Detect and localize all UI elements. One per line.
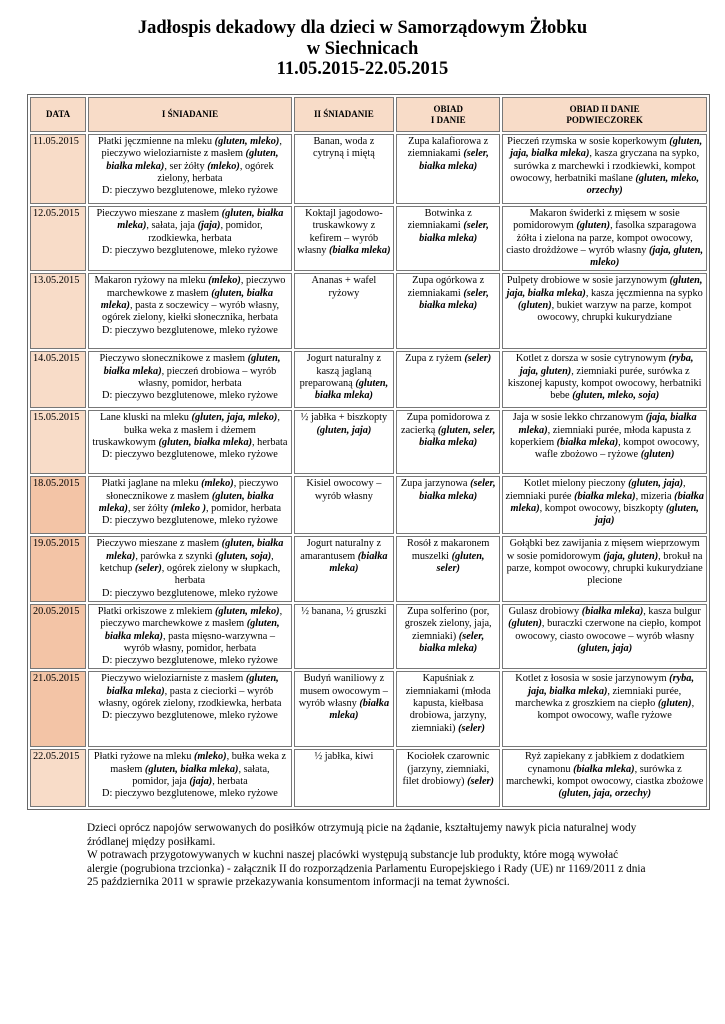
allergen-text: (gluten, białka mleka) <box>158 437 253 449</box>
menu-text: D: pieczywo bezglutenowe, mleko ryżowe <box>102 185 278 197</box>
menu-text: Płatki orkiszowe z mlekiem <box>97 605 215 617</box>
allergen-text: (gluten, białka mleka) <box>144 763 239 775</box>
table-row <box>30 273 707 349</box>
menu-text: , bukiet warzyw na parze, kompot owocowy, chrupki kukurydziane <box>537 300 692 324</box>
allergen-text: (jaja) <box>189 776 213 788</box>
header-dinner-1 <box>396 97 500 132</box>
allergen-text: (jaja, gluten, mleko) <box>590 244 704 269</box>
date-cell: 22.05.2015 <box>30 749 86 807</box>
menu-text: ½ banana, ½ gruszki <box>301 605 387 617</box>
allergen-text: (gluten, jaja, białka mleka) <box>510 136 703 160</box>
allergen-text: (białka mleka) <box>573 763 635 775</box>
title-line-1: Jadłospis dekadowy dla dzieci w Samorządowym Żłobku <box>137 18 588 38</box>
allergen-text: (gluten) <box>657 698 692 710</box>
menu-text: Ryż zapiekany z jabłkiem z dodatkiem cynamonu <box>524 751 685 775</box>
allergen-text: (gluten) <box>517 300 552 312</box>
menu-text: Płatki ryżowe na mleku <box>93 751 194 763</box>
menu-text: Banan, woda z cytryną i miętą <box>313 136 375 160</box>
menu-text: D: pieczywo bezglutenowe, mleko ryżowe <box>102 449 278 461</box>
breakfast-1-cell <box>88 476 292 534</box>
dinner-1-cell <box>396 604 500 669</box>
menu-body <box>30 134 707 807</box>
breakfast-1-cell <box>88 351 292 408</box>
allergen-text: (jaja, białka mleka) <box>518 412 697 436</box>
allergen-text: (seler) <box>467 776 494 788</box>
allergen-text: (białka mleka) <box>556 437 619 449</box>
allergen-text: (białka mleka) <box>574 490 636 502</box>
menu-text: Pieczeń rzymska w sosie koperkowym <box>507 136 670 147</box>
menu-text: , kompot owocowy, wafle zbożowo – ryżowe <box>534 437 700 461</box>
allergen-text: (seler) <box>458 722 485 734</box>
menu-text: , ziemniaki purée, marchewka z groszkiem na ciepło <box>515 685 682 710</box>
allergen-text: (gluten, białka mleka) <box>104 618 280 642</box>
allergen-text: (gluten, jaja) <box>577 642 633 654</box>
menu-text: Makaron ryżowy na mleku <box>94 275 209 287</box>
date-cell: 14.05.2015 <box>30 351 86 408</box>
allergen-text: (ryba, jaja, białka mleka) <box>528 673 695 697</box>
menu-text: , ogórek zielony w słupkach, herbata <box>161 563 281 587</box>
breakfast-2-cell <box>294 134 394 204</box>
allergen-text: (gluten, seler) <box>436 550 485 575</box>
table-row <box>30 351 707 408</box>
date-cell: 18.05.2015 <box>30 476 86 534</box>
menu-text: Kociołek czarownic (jarzyny, ziemniaki, filet drobiowy) <box>402 751 490 788</box>
header-breakfast-1: I ŚNIADANIE <box>88 97 292 132</box>
allergen-text: (gluten, jaja, mleko) <box>191 412 278 424</box>
menu-text: Zupa jarzynowa <box>400 478 471 490</box>
breakfast-2-cell <box>294 410 394 474</box>
menu-text: Zupa kalafiorowa z ziemniakami <box>407 136 489 160</box>
menu-text: , kasza gryczana na sypko, surówka z marchewki i rzodkiewki, kompot owocowy, herbatniki maślane <box>510 148 700 184</box>
menu-text: , ogórek zielony, herbata <box>157 160 274 184</box>
table-row <box>30 604 707 669</box>
menu-text: , pieczywo marchewkowe z masłem <box>106 275 286 299</box>
allergen-text: (białka mleka) <box>329 550 388 575</box>
allergen-text: (gluten, białka mleka) <box>106 148 279 172</box>
menu-text: , pasta z cieciorki – wyrób własny, ogórek zielony, rzodkiewka, herbata <box>98 685 282 710</box>
menu-text: , brokuł na parze, kompot owocowy, chrupki kukurydziane plecione <box>506 550 703 587</box>
menu-text: Pieczywo słonecznikowe z masłem <box>99 353 248 365</box>
table-row <box>30 206 707 271</box>
allergen-text: (gluten, białka mleka) <box>106 673 279 697</box>
allergen-text: (gluten, jaja, orzechy) <box>558 788 651 800</box>
menu-text: D: pieczywo bezglutenowe, mleko ryżowe <box>102 587 278 599</box>
dinner-2-cell <box>502 273 707 349</box>
allergen-text: (gluten, jaja) <box>594 503 699 527</box>
menu-text: , pomidor, rzodkiewka, herbata <box>148 220 263 244</box>
date-cell: 19.05.2015 <box>30 536 86 601</box>
menu-text: Płatki jęczmienne na mleku <box>98 136 215 147</box>
title-line-3: 11.05.2015-22.05.2015 <box>276 59 449 79</box>
allergen-text: (seler, białka mleka) <box>419 478 496 502</box>
allergen-text: (ryba, jaja, gluten) <box>519 353 694 377</box>
date-cell: 21.05.2015 <box>30 671 86 747</box>
menu-text: Kotlet z dorsza w sosie cytrynowym <box>515 353 669 365</box>
menu-text: Pieczywo wieloziarniste z masłem <box>101 673 246 685</box>
breakfast-2-cell <box>294 536 394 601</box>
allergen-text: (gluten, białka mleka) <box>98 490 274 515</box>
header-row <box>30 97 707 132</box>
allergen-text: (gluten, jaja, białka mleka) <box>506 275 703 299</box>
allergen-text: (gluten, jaja) <box>628 478 684 490</box>
menu-text: Pulpety drobiowe w sosie jarzynowym <box>506 275 670 287</box>
allergen-text: (gluten, soja) <box>215 550 272 562</box>
footer-paragraph-2: W potrawach przygotowywanych w kuchni naszej placówki występują substancje lub produkty, które mogą wywołać alergie (pogrubiona trzcionka) - załącznik II do rozporządzenia Parlamentu Europejskiego i Rady (UE) nr 1169/2011 z dnia 25 października 2011 w sprawie przekazywania konsumentom informacji na temat żywności. <box>87 849 646 889</box>
menu-text: Jogurt naturalny z kaszą jaglaną preparowaną <box>299 353 382 390</box>
breakfast-1-cell <box>88 536 292 601</box>
menu-text: , sałata, jaja <box>146 220 198 232</box>
allergen-text: (gluten, mleko, orzechy) <box>586 172 700 197</box>
page-title <box>0 18 725 80</box>
dinner-1-cell <box>396 273 500 349</box>
date-cell: 20.05.2015 <box>30 604 86 669</box>
dinner-2-cell <box>502 351 707 408</box>
dinner-2-cell <box>502 536 707 601</box>
dinner-2-cell <box>502 206 707 271</box>
dinner-1-cell <box>396 410 500 474</box>
breakfast-2-cell <box>294 351 394 408</box>
menu-text: Makaron świderki z mięsem w sosie pomidorowym <box>513 208 680 232</box>
allergen-text: (gluten, białka mleka) <box>117 208 284 232</box>
table-row <box>30 410 707 474</box>
menu-text: , parówka z szynki <box>135 550 216 562</box>
allergen-text: (gluten) <box>640 449 675 461</box>
menu-text: , herbata <box>212 776 248 788</box>
breakfast-2-cell <box>294 671 394 747</box>
menu-text: Budyń waniliowy z musem owocowym – wyrób własny <box>298 673 388 710</box>
table-row <box>30 671 707 747</box>
allergen-text: (białka mleka) <box>581 605 644 617</box>
header-dinner-2-line-a: OBIAD II DANIE <box>569 103 640 114</box>
menu-text: , pieczywo wieloziarniste z masłem <box>101 136 282 160</box>
menu-text: , ziemniaki purée, młoda kapusta z koperkiem <box>510 424 691 449</box>
title-line-2: w Siechnicach <box>306 38 419 59</box>
menu-text: Płatki jaglane na mleku <box>101 478 202 490</box>
menu-text: Kotlet z łososia w sosie jarzynowym <box>515 673 670 685</box>
menu-text: , mizeria <box>635 490 675 502</box>
menu-text: D: pieczywo bezglutenowe, mleko ryżowe <box>102 710 278 722</box>
menu-text: Gulasz drobiowy <box>508 605 582 617</box>
header-dinner-2-line-b: PODWIECZOREK <box>566 114 643 125</box>
menu-text: , fasolka szparagowa żółta i zielona na parze, kompot owocowy, ciasto drożdżowe – wyrób własny <box>506 220 697 256</box>
allergen-text: (gluten) <box>576 220 611 232</box>
menu-text: D: pieczywo bezglutenowe, mleko ryżowe <box>102 788 278 800</box>
menu-text: Jogurt naturalny z amarantusem <box>300 538 382 562</box>
allergen-text: (seler) <box>134 563 162 575</box>
menu-text: , pasta mięsno-warzywna – wyrób własny, pomidor, herbata <box>123 630 276 654</box>
menu-text: , herbata <box>252 437 288 449</box>
breakfast-1-cell <box>88 410 292 474</box>
dinner-1-cell <box>396 536 500 601</box>
header-dinner-1-line-b: I DANIE <box>430 114 466 125</box>
allergen-text: (seler, białka mleka) <box>419 148 489 172</box>
dinner-1-cell <box>396 134 500 204</box>
allergen-text: (gluten, białka mleka) <box>103 353 281 377</box>
allergen-text: (mleko) <box>207 160 240 172</box>
footer-paragraph-1: Dzieci oprócz napojów serwowanych do posiłków otrzymują picie na żądanie, kształtujemy nawyk picia naturalnej wody źródlanej między posiłkami. <box>87 822 637 848</box>
menu-text: , kasza bulgur <box>643 605 701 617</box>
menu-text: D: pieczywo bezglutenowe, mleko ryżowe <box>102 515 278 527</box>
breakfast-2-cell <box>294 476 394 534</box>
menu-text: , ziemniaki purée <box>505 478 686 502</box>
dinner-2-cell <box>502 671 707 747</box>
menu-text: Zupa ogórkowa z ziemniakami <box>407 275 485 299</box>
dinner-2-cell <box>502 749 707 807</box>
menu-text: , bułka weka z masłem i dżemem truskawkowym <box>92 412 280 449</box>
menu-table <box>27 94 710 810</box>
breakfast-1-cell <box>88 134 292 204</box>
menu-text: , sałata, pomidor, jaja <box>132 763 270 788</box>
menu-text: , pomidor, herbata <box>206 503 282 515</box>
breakfast-1-cell <box>88 273 292 349</box>
menu-text: , surówka z marchewki, kompot owocowy, ciastka zbożowe <box>506 763 704 788</box>
menu-text: , pieczywo marchewkowe z masłem <box>100 605 283 630</box>
allergen-text: (białka mleka) <box>329 244 391 256</box>
date-cell: 15.05.2015 <box>30 410 86 474</box>
menu-text: , kasza jęczmienna na sypko <box>585 287 703 299</box>
breakfast-1-cell <box>88 206 292 271</box>
allergen-text: (mleko) <box>208 275 241 287</box>
allergen-text: (gluten, białka mleka) <box>106 538 284 562</box>
allergen-text: (gluten, białka mleka) <box>100 287 274 312</box>
menu-text: , kompot owocowy, wafle ryżowe <box>537 698 695 722</box>
menu-text: D: pieczywo bezglutenowe, mleko ryżowe <box>102 244 278 256</box>
date-cell: 13.05.2015 <box>30 273 86 349</box>
breakfast-2-cell <box>294 273 394 349</box>
breakfast-2-cell <box>294 604 394 669</box>
menu-text: ½ jabłka, kiwi <box>314 751 374 763</box>
menu-text: Kisiel owocowy – wyrób własny <box>306 478 382 502</box>
dinner-1-cell <box>396 749 500 807</box>
footer-note <box>87 822 647 890</box>
menu-text: Pieczywo mieszane z masłem <box>96 208 222 219</box>
breakfast-1-cell <box>88 604 292 669</box>
menu-text: , bułka weka z masłem <box>110 751 287 775</box>
menu-text: , pieczywo słonecznikowe z masłem <box>106 478 279 502</box>
menu-text: , ser żółty <box>127 503 171 515</box>
dinner-2-cell <box>502 604 707 669</box>
allergen-text: (mleko) <box>201 478 234 490</box>
menu-text: D: pieczywo bezglutenowe, mleko ryżowe <box>102 324 278 336</box>
allergen-text: (seler, białka mleka) <box>419 630 485 654</box>
table-row <box>30 134 707 204</box>
menu-text: , ketchup <box>99 550 274 575</box>
menu-text: , pieczeń drobiowa – wyrób własny, pomidor, herbata <box>138 365 277 390</box>
allergen-text: (seler, białka mleka) <box>419 220 489 244</box>
breakfast-2-cell <box>294 749 394 807</box>
dinner-1-cell <box>396 206 500 271</box>
menu-text: Zupa z ryżem <box>405 353 465 365</box>
allergen-text: (gluten, mleko) <box>214 605 280 617</box>
menu-text: Jaja w sosie lekko chrzanowym <box>512 412 646 424</box>
menu-text: Zupa pomidorowa z zacierką <box>401 412 490 436</box>
menu-text: Lane kluski na mleku <box>100 412 192 424</box>
allergen-text: (gluten) <box>508 618 542 630</box>
menu-text: D: pieczywo bezglutenowe, mleko ryżowe <box>102 390 278 402</box>
allergen-text: (białka mleka) <box>510 490 704 515</box>
allergen-text: (gluten, białka mleka) <box>314 378 389 402</box>
allergen-text: (mleko) <box>193 751 227 763</box>
dinner-2-cell <box>502 410 707 474</box>
date-cell: 11.05.2015 <box>30 134 86 204</box>
table-row <box>30 476 707 534</box>
menu-text: , buraczki czerwone na ciepło, kompot owocowy, ciasto owocowe – wyrób własny <box>515 618 702 642</box>
allergen-text: (mleko ) <box>170 503 207 515</box>
menu-text: Zupa solferino (por, groszek zielony, jaja, ziemniaki) <box>404 605 492 642</box>
header-breakfast-2: II ŚNIADANIE <box>294 97 394 132</box>
dinner-1-cell <box>396 351 500 408</box>
menu-text: Ananas + wafel ryżowy <box>311 275 377 299</box>
menu-text: , ziemniaki purée, surówka z kiszonej kapusty, kompot owocowy, herbatniki bebe <box>507 365 702 402</box>
dinner-1-cell <box>396 671 500 747</box>
menu-text: Pieczywo mieszane z masłem <box>96 538 222 550</box>
menu-text: Botwinka z ziemniakami <box>407 208 472 232</box>
allergen-text: (gluten, jaja) <box>316 424 372 436</box>
dinner-2-cell <box>502 476 707 534</box>
menu-text: Kotlet mielony pieczony <box>523 478 629 490</box>
table-row <box>30 536 707 601</box>
menu-text: Kapuśniak z ziemniakami (młoda kapusta, kiełbasa drobiowa, jarzyny, ziemniaki) <box>405 673 491 734</box>
allergen-text: (białka mleka) <box>329 698 390 722</box>
allergen-text: (jaja, gluten) <box>603 550 659 562</box>
breakfast-1-cell <box>88 671 292 747</box>
header-dinner-2 <box>502 97 707 132</box>
menu-text: Rosół z makaronem muszelki <box>407 538 490 562</box>
menu-text: D: pieczywo bezglutenowe, mleko ryżowe <box>102 655 278 667</box>
allergen-text: (gluten, seler, białka mleka) <box>419 424 496 449</box>
dinner-1-cell <box>396 476 500 534</box>
header-dinner-1-line-a: OBIAD <box>433 103 463 114</box>
menu-text: , kompot owocowy, biszkopty <box>539 503 666 515</box>
header-date: DATA <box>30 97 86 132</box>
table-row <box>30 749 707 807</box>
date-cell: 12.05.2015 <box>30 206 86 271</box>
allergen-text: (gluten, mleko) <box>214 136 280 147</box>
menu-text: , pasta z soczewicy – wyrób własny, ogórek zielony, kiełki słonecznika, herbata <box>101 300 280 324</box>
breakfast-2-cell <box>294 206 394 271</box>
menu-text: , ser żółty <box>164 160 208 172</box>
allergen-text: (seler, białka mleka) <box>419 287 489 312</box>
menu-text: Gołąbki bez zawijania z mięsem wieprzowym w sosie pomidorowym <box>506 538 700 562</box>
menu-text: Koktajl jagodowo-truskawkowy z kefirem – wyrób własny <box>297 208 383 256</box>
dinner-2-cell <box>502 134 707 204</box>
allergen-text: (gluten, mleko, soja) <box>572 390 660 402</box>
allergen-text: (seler) <box>464 353 492 365</box>
menu-text: ½ jabłka + biszkopty <box>300 412 388 424</box>
breakfast-1-cell <box>88 749 292 807</box>
allergen-text: (jaja) <box>197 220 221 232</box>
